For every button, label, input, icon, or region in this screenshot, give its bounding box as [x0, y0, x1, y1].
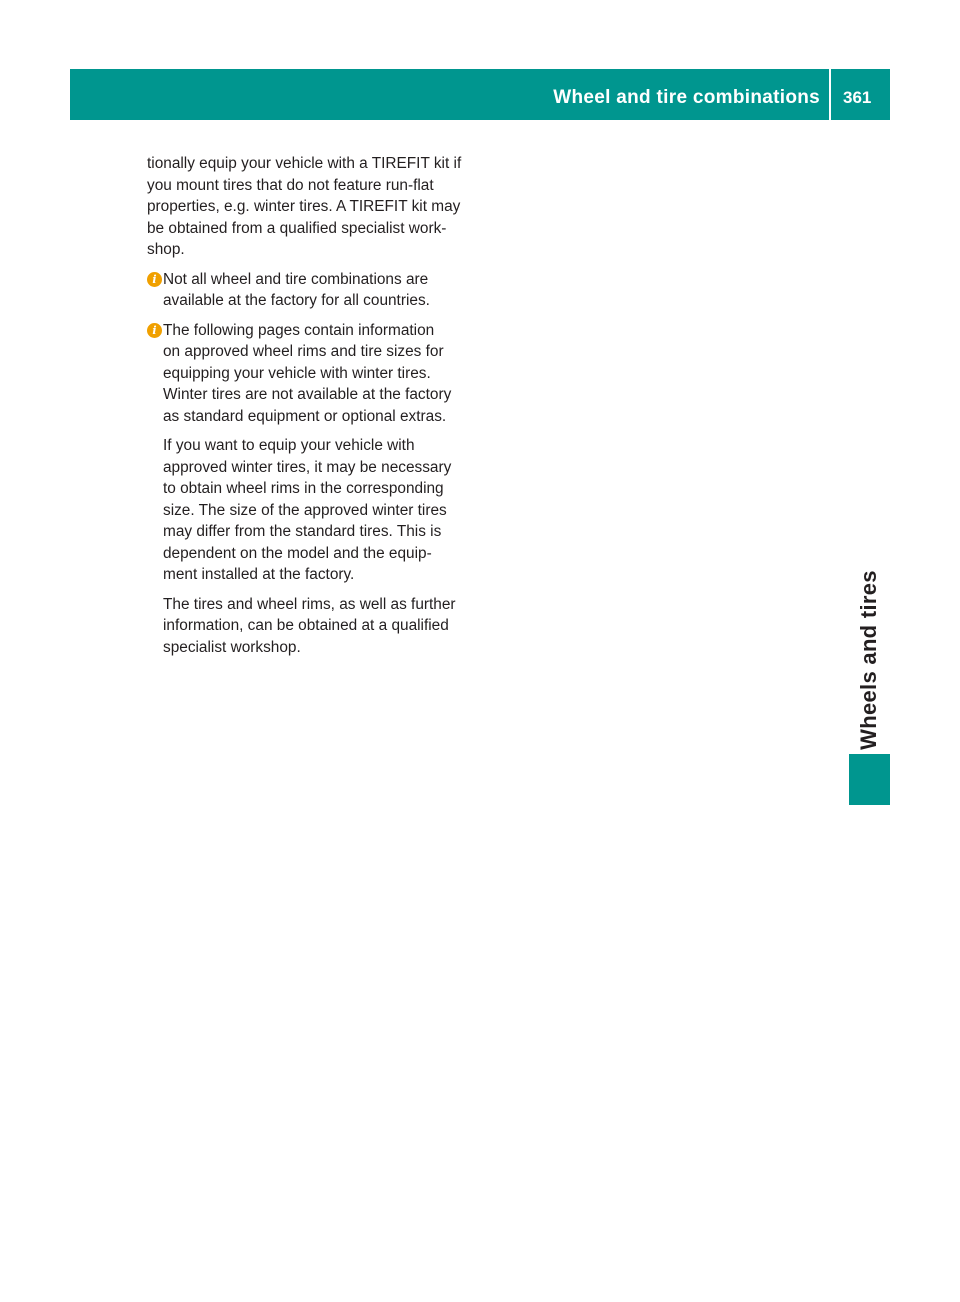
chapter-tab-label: Wheels and tires: [856, 570, 881, 750]
chapter-tab-marker: [849, 754, 890, 805]
note-paragraph: The tires and wheel rims, as well as further information, can be obtained at a qualified specialist workshop.: [163, 595, 456, 656]
note-paragraph: The following pages contain information on approved wheel rims and tire sizes for equipping your vehicle with winter tires. Winter tires are not available at the factory as standard equipment or optional extras.: [163, 321, 452, 425]
header-divider: [829, 69, 831, 120]
note-paragraph: Not all wheel and tire combinations are available at the factory for all countries.: [163, 270, 430, 309]
info-note: [147, 269, 487, 312]
intro-paragraph: tionally equip your vehicle with a TIREFIT kit if you mount tires that do not feature run-flat properties, e.g. winter tires. A TIREFIT kit may be obtained from a qualified specialist work- shop.: [147, 155, 462, 258]
note-paragraph: If you want to equip your vehicle with approved winter tires, it may be necessary to obtain wheel rims in the corresponding size. The size of the approved winter tires may differ from the standard tires. This is dependent on the model and the equip- ment installed at the factory.: [163, 437, 452, 583]
section-title: Wheel and tire combinations: [553, 87, 820, 108]
info-icon: i: [147, 272, 162, 287]
info-note: [147, 320, 487, 659]
page-number: 361: [843, 88, 872, 107]
page-header: [70, 69, 890, 120]
body-text: [147, 153, 487, 666]
info-icon: i: [147, 323, 162, 338]
